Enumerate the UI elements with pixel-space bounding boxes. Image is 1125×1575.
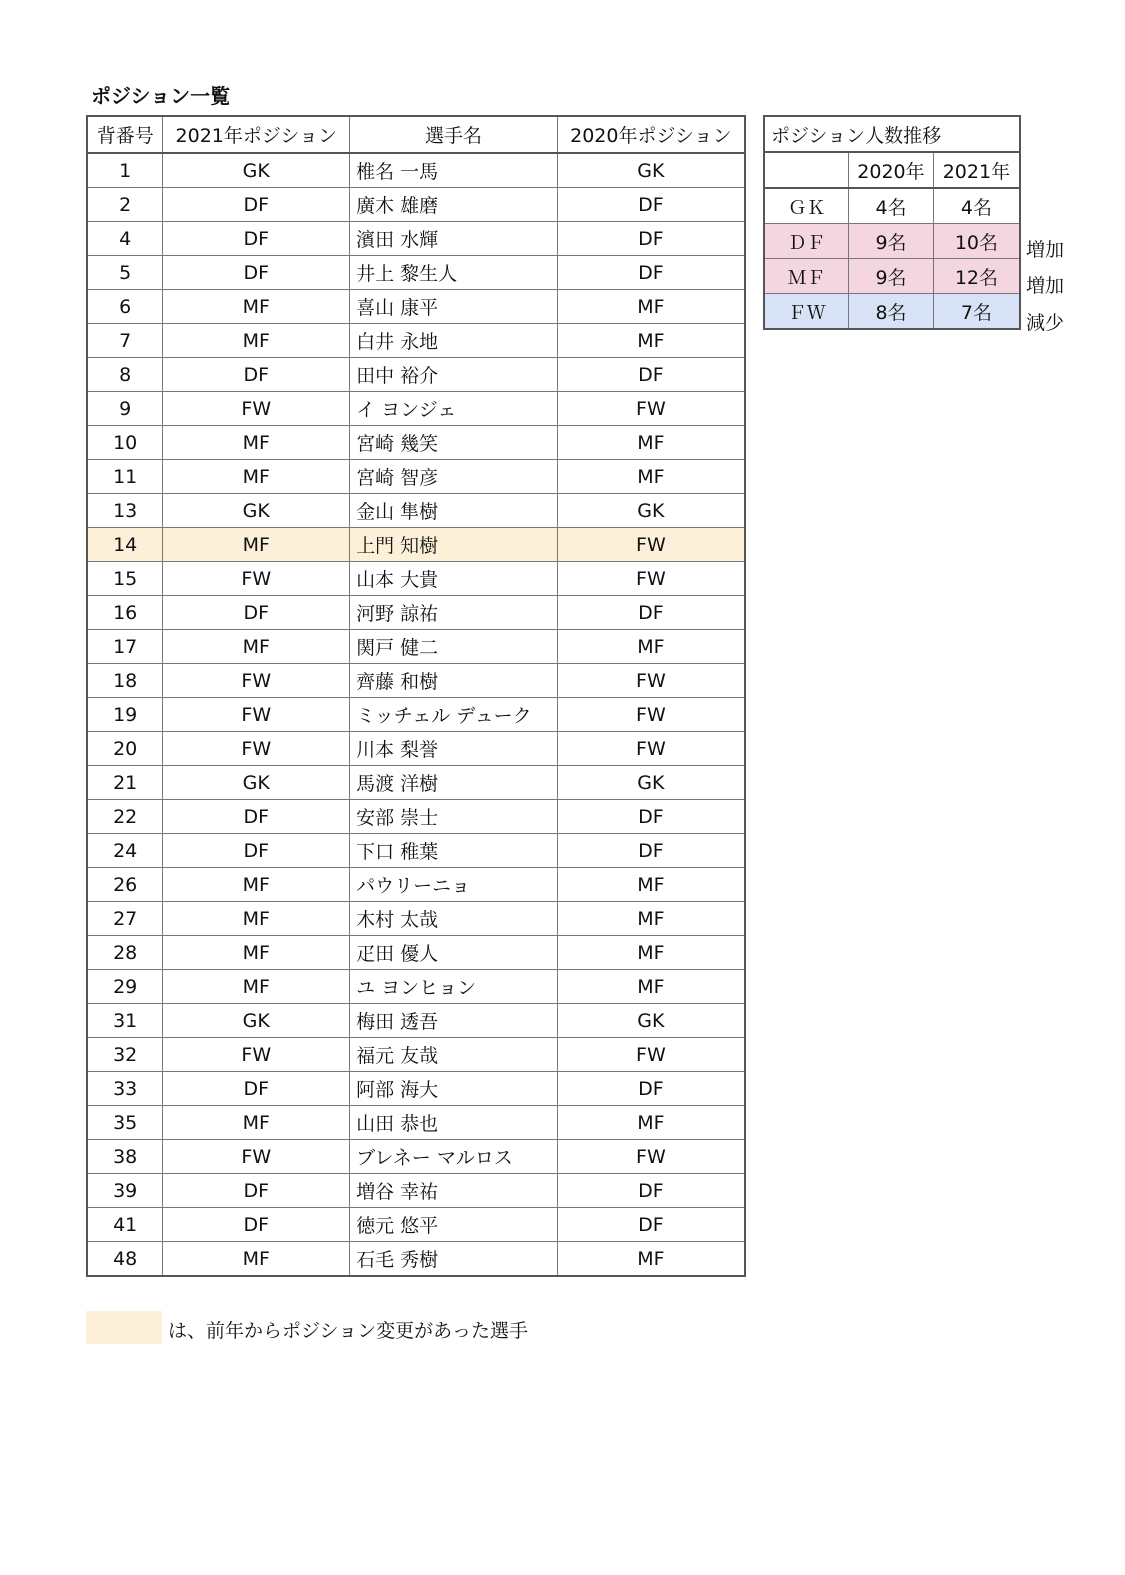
cell-player-name: ブレネー マルロス [350, 1140, 558, 1174]
summary-row [764, 294, 1020, 330]
summary-count-2021: 7名 [933, 294, 1020, 330]
table-row [87, 1004, 745, 1038]
table-row [87, 868, 745, 902]
summary-title: ポジション人数推移 [764, 116, 1020, 152]
cell-pos-2021: GK [163, 494, 350, 528]
summary-position: ＤＦ [764, 224, 849, 259]
header-player-name: 選手名 [350, 116, 558, 153]
cell-pos-2020: DF [557, 800, 745, 834]
cell-player-name: 徳元 悠平 [350, 1208, 558, 1242]
table-row [87, 800, 745, 834]
cell-pos-2020: MF [557, 324, 745, 358]
cell-pos-2021: FW [163, 1038, 350, 1072]
summary-position: ＭＦ [764, 259, 849, 294]
table-row [87, 698, 745, 732]
cell-number: 28 [87, 936, 163, 970]
roster-header-row [87, 116, 745, 153]
cell-player-name: 下口 稚葉 [350, 834, 558, 868]
cell-pos-2021: GK [163, 1004, 350, 1038]
cell-player-name: 山本 大貴 [350, 562, 558, 596]
cell-player-name: 河野 諒祐 [350, 596, 558, 630]
cell-pos-2021: MF [163, 868, 350, 902]
legend-swatch [86, 1311, 162, 1344]
summary-position: ＧＫ [764, 188, 849, 224]
table-row [87, 392, 745, 426]
summary-count-2021: 10名 [933, 224, 1020, 259]
summary-count-2020: 9名 [849, 259, 934, 294]
cell-pos-2020: DF [557, 1174, 745, 1208]
table-row [87, 256, 745, 290]
cell-pos-2020: MF [557, 630, 745, 664]
summary-count-2020: 4名 [849, 188, 934, 224]
cell-pos-2020: FW [557, 732, 745, 766]
cell-pos-2021: MF [163, 630, 350, 664]
cell-pos-2021: MF [163, 324, 350, 358]
cell-player-name: 関戸 健二 [350, 630, 558, 664]
cell-player-name: ミッチェル デューク [350, 698, 558, 732]
cell-pos-2020: GK [557, 153, 745, 188]
summary-position: ＦＷ [764, 294, 849, 330]
cell-pos-2021: FW [163, 732, 350, 766]
summary-count-2021: 12名 [933, 259, 1020, 294]
cell-number: 5 [87, 256, 163, 290]
cell-number: 18 [87, 664, 163, 698]
cell-number: 27 [87, 902, 163, 936]
header-pos-2020: 2020年ポジション [557, 116, 745, 153]
table-row [87, 732, 745, 766]
cell-pos-2020: GK [557, 766, 745, 800]
table-row [87, 902, 745, 936]
cell-pos-2020: MF [557, 902, 745, 936]
cell-pos-2020: GK [557, 1004, 745, 1038]
cell-number: 33 [87, 1072, 163, 1106]
cell-number: 15 [87, 562, 163, 596]
cell-number: 7 [87, 324, 163, 358]
cell-player-name: 宮崎 幾笑 [350, 426, 558, 460]
cell-player-name: 木村 太哉 [350, 902, 558, 936]
summary-header-row [764, 152, 1020, 188]
cell-pos-2021: MF [163, 1242, 350, 1277]
cell-pos-2020: DF [557, 256, 745, 290]
cell-number: 39 [87, 1174, 163, 1208]
table-row [87, 1140, 745, 1174]
summary-count-2020: 8名 [849, 294, 934, 330]
cell-pos-2020: FW [557, 698, 745, 732]
cell-player-name: 川本 梨誉 [350, 732, 558, 766]
cell-pos-2020: FW [557, 1140, 745, 1174]
table-row [87, 936, 745, 970]
table-row [87, 426, 745, 460]
cell-pos-2020: DF [557, 1208, 745, 1242]
cell-pos-2020: FW [557, 562, 745, 596]
cell-number: 6 [87, 290, 163, 324]
table-row [87, 1208, 745, 1242]
table-row [87, 970, 745, 1004]
cell-player-name: 井上 黎生人 [350, 256, 558, 290]
cell-number: 14 [87, 528, 163, 562]
summary-count-2021: 4名 [933, 188, 1020, 224]
cell-number: 17 [87, 630, 163, 664]
cell-number: 38 [87, 1140, 163, 1174]
table-row [87, 494, 745, 528]
cell-pos-2021: FW [163, 664, 350, 698]
table-row [87, 562, 745, 596]
cell-player-name: 安部 崇士 [350, 800, 558, 834]
cell-pos-2020: MF [557, 868, 745, 902]
trend-label: 増加 [1026, 238, 1065, 261]
cell-pos-2020: FW [557, 528, 745, 562]
cell-player-name: 増谷 幸祐 [350, 1174, 558, 1208]
cell-pos-2020: MF [557, 936, 745, 970]
trend-label: 減少 [1026, 311, 1065, 334]
table-row [87, 630, 745, 664]
table-row [87, 834, 745, 868]
page-title: ポジション一覧 [91, 84, 231, 108]
cell-number: 35 [87, 1106, 163, 1140]
cell-pos-2021: MF [163, 290, 350, 324]
cell-number: 16 [87, 596, 163, 630]
summary-header-2021: 2021年 [933, 152, 1020, 188]
cell-number: 9 [87, 392, 163, 426]
cell-number: 2 [87, 188, 163, 222]
cell-player-name: 梅田 透吾 [350, 1004, 558, 1038]
cell-pos-2020: DF [557, 596, 745, 630]
cell-player-name: 椎名 一馬 [350, 153, 558, 188]
cell-number: 4 [87, 222, 163, 256]
table-row [87, 153, 745, 188]
cell-pos-2021: DF [163, 1072, 350, 1106]
cell-pos-2021: FW [163, 392, 350, 426]
cell-player-name: 宮崎 智彦 [350, 460, 558, 494]
summary-row [764, 188, 1020, 224]
summary-row [764, 224, 1020, 259]
cell-pos-2021: DF [163, 834, 350, 868]
table-row [87, 358, 745, 392]
cell-pos-2021: FW [163, 698, 350, 732]
cell-pos-2021: GK [163, 766, 350, 800]
cell-player-name: 金山 隼樹 [350, 494, 558, 528]
summary-row [764, 259, 1020, 294]
cell-player-name: 齊藤 和樹 [350, 664, 558, 698]
cell-pos-2020: MF [557, 460, 745, 494]
cell-pos-2020: MF [557, 1242, 745, 1277]
roster-table [86, 115, 746, 1277]
cell-number: 13 [87, 494, 163, 528]
cell-player-name: 田中 裕介 [350, 358, 558, 392]
cell-pos-2021: GK [163, 153, 350, 188]
table-row [87, 188, 745, 222]
table-row [87, 324, 745, 358]
cell-pos-2021: MF [163, 528, 350, 562]
cell-number: 8 [87, 358, 163, 392]
cell-number: 24 [87, 834, 163, 868]
cell-pos-2020: FW [557, 1038, 745, 1072]
legend-text: は、前年からポジション変更があった選手 [168, 1320, 528, 1342]
cell-pos-2020: DF [557, 222, 745, 256]
cell-number: 32 [87, 1038, 163, 1072]
cell-player-name: 馬渡 洋樹 [350, 766, 558, 800]
cell-player-name: 廣木 雄磨 [350, 188, 558, 222]
cell-number: 31 [87, 1004, 163, 1038]
cell-pos-2021: DF [163, 596, 350, 630]
cell-pos-2021: MF [163, 902, 350, 936]
cell-pos-2021: DF [163, 1174, 350, 1208]
table-row [87, 1174, 745, 1208]
table-row [87, 222, 745, 256]
cell-pos-2021: MF [163, 460, 350, 494]
cell-pos-2020: DF [557, 188, 745, 222]
cell-player-name: ユ ヨンヒョン [350, 970, 558, 1004]
table-row [87, 1106, 745, 1140]
cell-pos-2021: MF [163, 426, 350, 460]
cell-pos-2020: MF [557, 426, 745, 460]
cell-player-name: 喜山 康平 [350, 290, 558, 324]
table-row [87, 664, 745, 698]
cell-pos-2021: FW [163, 1140, 350, 1174]
table-row [87, 596, 745, 630]
cell-number: 48 [87, 1242, 163, 1277]
summary-count-2020: 9名 [849, 224, 934, 259]
cell-player-name: 石毛 秀樹 [350, 1242, 558, 1277]
cell-pos-2021: MF [163, 936, 350, 970]
cell-number: 19 [87, 698, 163, 732]
table-row [87, 1038, 745, 1072]
header-pos-2021: 2021年ポジション [163, 116, 350, 153]
cell-pos-2020: DF [557, 1072, 745, 1106]
cell-number: 41 [87, 1208, 163, 1242]
cell-player-name: 山田 恭也 [350, 1106, 558, 1140]
cell-player-name: 福元 友哉 [350, 1038, 558, 1072]
cell-pos-2021: DF [163, 222, 350, 256]
table-row [87, 1242, 745, 1277]
cell-pos-2020: GK [557, 494, 745, 528]
table-row [87, 290, 745, 324]
cell-pos-2021: MF [163, 1106, 350, 1140]
cell-pos-2020: DF [557, 834, 745, 868]
cell-player-name: パウリーニョ [350, 868, 558, 902]
table-row [87, 528, 745, 562]
cell-number: 21 [87, 766, 163, 800]
cell-player-name: 濱田 水輝 [350, 222, 558, 256]
header-number: 背番号 [87, 116, 163, 153]
cell-pos-2021: FW [163, 562, 350, 596]
table-row [87, 460, 745, 494]
position-summary-table [763, 115, 1021, 330]
cell-pos-2020: MF [557, 290, 745, 324]
cell-number: 22 [87, 800, 163, 834]
summary-body [764, 188, 1020, 329]
cell-pos-2021: DF [163, 188, 350, 222]
cell-number: 26 [87, 868, 163, 902]
cell-player-name: 上門 知樹 [350, 528, 558, 562]
cell-pos-2021: MF [163, 970, 350, 1004]
trend-label: 増加 [1026, 275, 1065, 297]
cell-player-name: 阿部 海大 [350, 1072, 558, 1106]
cell-number: 11 [87, 460, 163, 494]
roster-body [87, 153, 745, 1276]
cell-pos-2020: MF [557, 1106, 745, 1140]
cell-pos-2021: DF [163, 358, 350, 392]
cell-number: 20 [87, 732, 163, 766]
cell-pos-2020: MF [557, 970, 745, 1004]
cell-player-name: 疋田 優人 [350, 936, 558, 970]
cell-player-name: イ ヨンジェ [350, 392, 558, 426]
cell-pos-2020: FW [557, 664, 745, 698]
cell-pos-2021: DF [163, 256, 350, 290]
cell-number: 1 [87, 153, 163, 188]
cell-pos-2020: FW [557, 392, 745, 426]
cell-pos-2021: DF [163, 1208, 350, 1242]
cell-player-name: 白井 永地 [350, 324, 558, 358]
summary-header-blank [764, 152, 849, 188]
table-row [87, 1072, 745, 1106]
cell-number: 29 [87, 970, 163, 1004]
summary-header-2020: 2020年 [849, 152, 934, 188]
table-row [87, 766, 745, 800]
cell-number: 10 [87, 426, 163, 460]
cell-pos-2021: DF [163, 800, 350, 834]
cell-pos-2020: DF [557, 358, 745, 392]
